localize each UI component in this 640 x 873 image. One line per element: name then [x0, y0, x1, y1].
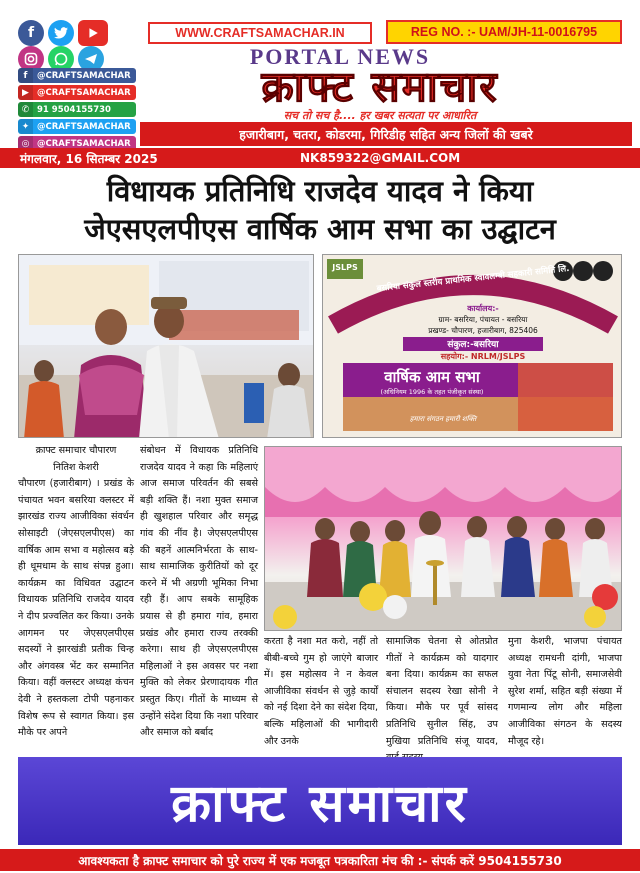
- instagram-icon: ◎: [18, 136, 33, 151]
- registration-number: REG NO. :- UAM/JH-11-0016795: [386, 20, 622, 44]
- website-link[interactable]: WWW.CRAFTSAMACHAR.IN: [148, 22, 372, 44]
- photo-felicitation: [18, 254, 314, 438]
- social-handles: [18, 68, 136, 153]
- photo-sabha-banner: [322, 254, 622, 438]
- byline-source: क्राफ्ट समाचार चौपारण: [35, 445, 117, 456]
- social-row-top: [18, 20, 108, 46]
- banner-adhiniyam: (अधिनियम 1996 के तहत पंजीकृत संस्था): [380, 388, 484, 396]
- headline: [8, 172, 632, 248]
- byline-author: नितिश केशरी: [53, 461, 99, 473]
- youtube-icon[interactable]: [78, 20, 108, 46]
- jslps-logo: JSLPS: [332, 263, 358, 272]
- facebook-icon[interactable]: f: [18, 20, 44, 46]
- handle-facebook[interactable]: f @CRAFTSAMACHAR: [18, 68, 136, 83]
- lamp-lighting-illustration: [265, 447, 622, 631]
- footer-contact-strip: आवश्यकता है क्राफ्ट समाचार को पुरे राज्य में एक मजबूत पत्रकारिता मंच की :- संपर्क करें 9504155730: [0, 849, 640, 871]
- banner-varshik-aam-sabha: वार्षिक आम सभा: [384, 368, 480, 386]
- article-column-1: [18, 443, 134, 742]
- issue-date: मंगलवार, 16 सितम्बर 2025: [20, 151, 158, 166]
- felicitation-illustration: [19, 255, 314, 438]
- headline-line-1: विधायक प्रतिनिधि राजदेव यादव ने किया: [106, 174, 534, 208]
- brand-logo-text: क्राफ्ट समाचार: [261, 62, 499, 111]
- date-bar: [0, 148, 640, 168]
- article-column-2: संबोधन में विधायक प्रतिनिधि राजदेव यादव ने कहा कि महिलाएं आज समाज परिवर्तन की सबसे बड़ी शक्ति हैं। नशा मुक्त समाज ही खुशहाल परिवार और समृद्ध गांव की नींव है। जेएसएलपीएस की बहनें आत्मनिर्भरता के साथ-साथ सामाजिक कुरीतियों को दूर करने में भी अग्रणी भूमिका निभा रही हैं। आप सबके सामूहिक प्रयास से ही हमारा गांव, हमारा प्रखंड और हमारा राज्य तरक्की करेगा। साथ ही जेएसएलपीएस महिलाओं ने इस अवसर पर नशा मुक्ति को लेकर प्रेरणादायक गीत प्रस्तुत किए। गीतों के माध्यम से उन्होंने संदेश दिया कि नशा परिवार और समाज को बर्बाद: [140, 445, 258, 739]
- handle-instagram[interactable]: ◎ @CRAFTSAMACHAR: [18, 136, 136, 151]
- masthead: [0, 0, 640, 147]
- districts-strip: हजारीबाग, चतरा, कोडरमा, गिरिडीह सहित अन्य जिलों की खबरे: [140, 122, 632, 146]
- handle-whatsapp[interactable]: ✆ 91 9504155730: [18, 102, 136, 117]
- article-column-3: करता है नशा मत करो, नहीं तो बीबी-बच्चे गुम हो जाएंगे बाजार में। इस महोत्सव ने न केवल आजीविका संवर्धन से जुड़े कार्यों को नई दिशा देने का संदेश दिया, बल्कि महिलाओं की भागीदारी और उनके: [264, 636, 378, 747]
- footer-brand-banner: [18, 757, 622, 845]
- article-column-5: मुना केशरी, भाजपा पंचायत अध्यक्ष रामधनी दांगी, भाजपा युवा नेता पिंटू सोनी, समाजसेवी सुरेश शर्मा, सहित बड़ी संख्या में गणमान्य लोग और महिला आजीविका संगठन के सदस्य मौजूद रहे।: [508, 636, 622, 747]
- contact-email[interactable]: NK859322@GMAIL.COM: [300, 151, 461, 165]
- youtube-icon: ▶: [18, 85, 33, 100]
- whatsapp-icon: ✆: [18, 102, 33, 117]
- twitter-icon[interactable]: [48, 20, 74, 46]
- slogan: सच तो सच है.... हर खबर सत्यता पर आधारित: [283, 109, 477, 122]
- article-text-1: चौपारण (हजारीबाग) । प्रखंड के पंचायत भवन बसरिया क्लस्टर में झारखंड राज्य आजीविका संवर्धन सोसाइटी (जेएसएलपीएस) का वार्षिक आम सभा व महोत्सव बड़े ही धूमधाम के साथ संपन्न हुआ। कार्यक्रम का विधिवत उद्घाटन विधायक प्रतिनिधि राजदेव यादव ने दीप प्रज्वलित कर किया। उनके आगमन पर जेएसएलपीएस सदस्यों ने झारखंडी प्रतीक चिन्ह और अंगवस्त्र भेंट कर सम्मानित किया। वहीं क्लस्टर अध्यक्ष कंचन देवी ने हस्तकला टोपी पहनाकर विशेष रूप से स्वागत किया। इस मौके पर अपने: [18, 478, 134, 739]
- photo-lamp-lighting: [264, 446, 622, 631]
- banner-village: ग्राम- बसरिया, पंचायत - बसरिया: [438, 315, 528, 324]
- article-column-4: सामाजिक चेतना से ओतप्रोत गीतों ने कार्यक्रम को यादगार बना दिया। कार्यक्रम का सफल संचालन सदस्य रेखा सोनी ने किया। मौके पर पूर्व सांसद प्रतिनिधि सुनील सिंह, उप मुखिया प्रतिनिधि संजू यादव,: [386, 636, 498, 747]
- banner-motto: हमारा संगठन हमारी शक्ति: [409, 415, 477, 423]
- banner-sankul: संकुल:-बसरिया: [403, 337, 543, 351]
- banner-venue: कार्यालय:-: [467, 304, 499, 313]
- banner-block: प्रखण्ड- चौपारण, हजारीबाग, 825406: [428, 326, 538, 335]
- twitter-icon: ✦: [18, 119, 33, 134]
- portal-news-label: PORTAL NEWS: [249, 44, 431, 69]
- handle-youtube[interactable]: ▶ @CRAFTSAMACHAR: [18, 85, 136, 100]
- facebook-icon: f: [18, 68, 33, 83]
- banner-arch-text: बसरिया संकुल स्तरीय प्राथमिक स्वावलम्बी सहकारी समिति लि.: [376, 263, 570, 295]
- headline-line-2: जेएसएलपीएस वार्षिक आम सभा का उद्घाटन: [84, 212, 556, 246]
- banner-sahyog: सहयोग:- NRLM/JSLPS: [440, 352, 526, 361]
- handle-twitter[interactable]: ✦ @CRAFTSAMACHAR: [18, 119, 136, 134]
- footer-brand-text: क्राफ्ट समाचार: [171, 773, 469, 834]
